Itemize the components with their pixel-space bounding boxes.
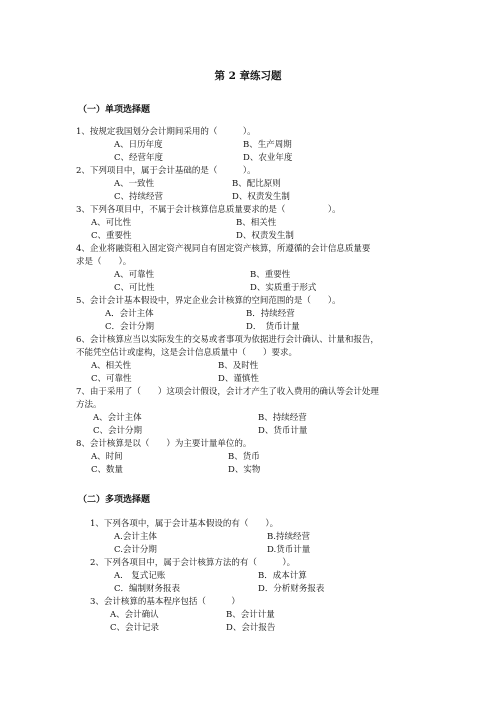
option: A．会计主体	[105, 309, 154, 319]
option: D、农业年度	[243, 153, 293, 163]
option: B、配比原则	[232, 179, 281, 189]
option: D、实物	[228, 465, 261, 475]
question-stem: 1、按规定我国划分会计期间采用的（ ）。	[76, 127, 256, 137]
question-stem: 4、企业将融资租入固定资产视同自有固定资产核算，所遵循的会计信息质量要	[76, 244, 371, 254]
option: B．持续经营	[246, 309, 295, 319]
question-stem: 3、下列各项目中，不属于会计核算信息质量要求的是（ ）。	[76, 205, 341, 215]
option: D． 货币计量	[246, 322, 300, 332]
question-stem: 1、下列各项中，属于会计基本假设的有（ ）。	[90, 519, 279, 529]
question-stem: 8、会计核算是以（ ）为主要计量单位的。	[76, 439, 252, 449]
option: B、货币	[228, 452, 260, 462]
option: A.会计主体	[114, 532, 157, 542]
option: C、经营年度	[114, 153, 164, 163]
option: B、会计计量	[226, 610, 275, 620]
option: C、可比性	[114, 283, 155, 293]
option: D、实质重于形式	[250, 283, 317, 293]
option: B、相关性	[236, 218, 277, 228]
option: C、会计记录	[110, 623, 160, 633]
option: A、会计确认	[110, 610, 159, 620]
option: C、会计分期	[93, 426, 143, 436]
question-stem-continued: 求是（ ）。	[76, 257, 132, 267]
question-stem: 2、下列各项目中，属于会计核算方法的有（ ）。	[90, 558, 296, 568]
option: D、谨慎性	[218, 374, 259, 384]
option: A、可比性	[91, 218, 132, 228]
question-stem: 7、由于采用了（ ）这项会计假设，会计才产生了收入费用的确认等会计处理	[76, 387, 379, 397]
option: D、权责发生制	[232, 192, 290, 202]
option: C．会计分期	[105, 322, 155, 332]
option: A、时间	[91, 452, 123, 462]
option: B、及时性	[218, 361, 259, 371]
option: A、会计主体	[93, 413, 142, 423]
question-stem: 2、下列项目中，属于会计基础的是（ ）。	[76, 166, 256, 176]
option: C．编制财务报表	[114, 584, 181, 594]
section-heading-multi: （二）多项选择题	[78, 495, 151, 505]
question-stem: 3、会计核算的基本程序包括（ ）	[90, 597, 240, 607]
question-stem-continued: 方法。	[76, 400, 102, 410]
option: A、一致性	[114, 179, 155, 189]
option: A. 复式记账	[114, 571, 166, 581]
option: D.货币计量	[267, 545, 311, 555]
option: C、持续经营	[114, 192, 164, 202]
option: C、可靠性	[91, 374, 132, 384]
option: D、权责发生制	[236, 231, 294, 241]
section-heading-single: （一）单项选择题	[78, 105, 151, 115]
question-stem-continued: 不能凭空估计或虚构，这是会计信息质量中（ ）要求。	[76, 348, 298, 358]
option: B．成本计算	[258, 571, 307, 581]
option: B.持续经营	[267, 532, 310, 542]
option: C、数量	[91, 465, 124, 475]
option: B、重要性	[250, 270, 291, 280]
option: B、持续经营	[258, 413, 307, 423]
option: B、生产周期	[243, 140, 292, 150]
option: A、相关性	[91, 361, 132, 371]
option: C.会计分期	[114, 545, 157, 555]
option: D．分析财务报表	[258, 584, 325, 594]
question-stem: 6、会计核算应当以实际发生的交易或者事项为依据进行会计确认、计量和报告，	[76, 335, 379, 345]
option: A、可靠性	[114, 270, 155, 280]
option: A、日历年度	[114, 140, 163, 150]
option: D、会计报告	[226, 623, 276, 633]
page-title: 第 2 章练习题	[214, 70, 282, 82]
option: C、重要性	[91, 231, 132, 241]
option: D、货币计量	[258, 426, 308, 436]
question-stem: 5、会计会计基本假设中，界定企业会计核算的空间范围的是（ ）。	[76, 296, 341, 306]
